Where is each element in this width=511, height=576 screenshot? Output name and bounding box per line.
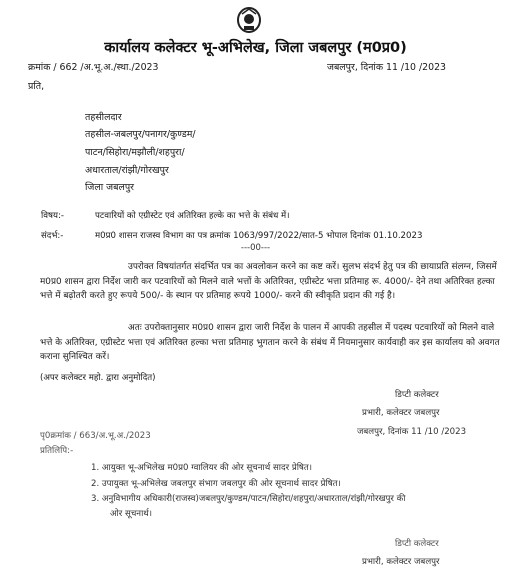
subject-label: विषय:- — [41, 211, 64, 221]
list-item: 1. आयुक्त भू-अभिलेख म0प्र0 ग्वालियर की ओर सूचनार्थ सादर प्रेषित। — [91, 463, 313, 473]
addressee-line: तहसील-जबलपुर/पनागर/कुण्डम/ — [85, 129, 196, 140]
copy-reference-number: पृ0क्रमांक / 663/अ.भू.अ./2023 — [40, 431, 151, 441]
copy-label: प्रतिलिपि:- — [40, 446, 74, 456]
signature-office: प्रभारी, कलेक्टर जबलपुर — [362, 408, 440, 418]
list-item: 2. उपायुक्त भू-अभिलेख जबलपुर संभाग जबलपुर की ओर सूचनार्थ सादर प्रेषित। — [91, 479, 341, 489]
separator: ---00--- — [240, 243, 271, 253]
signature-designation: डिप्टी कलेक्टर — [395, 390, 439, 400]
signature-date: जबलपुर, दिनांक 11 /10 /2023 — [357, 427, 467, 437]
list-item: 3. अनुविभागीय अधिकारी(राजस्व)जबलपुर/कुण्डम/पाटन/सिहोरा/शहपुरा/अधारताल/रांझी/गोरखपुर की — [91, 494, 406, 504]
signature-office: प्रभारी, कलेक्टर जबलपुर — [362, 557, 440, 567]
prati-label: प्रति, — [28, 81, 45, 92]
approval-note: (अपर कलेक्टर महो. द्वारा अनुमोदित) — [40, 373, 156, 383]
subject-text: पटवारियों को एग्रीस्टेट एवं अतिरिक्त हल्के का भत्ते के संबंध में। — [95, 211, 290, 221]
list-item: ओर सूचनार्थ। — [110, 509, 153, 519]
letter-date: जबलपुर, दिनांक 11 /10 /2023 — [327, 62, 446, 73]
body-paragraph-1: उपरोक्त विषयांतर्गत संदर्भित पत्र का अवलोकन करने का कष्ट करें। सुलभ संदर्भ हेतु पत्र की छायाप्रति संलग्न, जिसमें म0प्र0 शासन द्वारा निर्देश जारी कर पटवारियों को मिलने वाले भत्तों के अतिरिक्त, एग्रीस्टेट भत्ता प्रतिमाह रू. 4000/- देने तथा अतिरिक्त हल्का भत्ते में बढ़ोतरी करते हुए रूपये 500/- के स्थान पर प्रतिमाह रूपये 1000/- करने की स्वीकृति प्रदान की गई है। — [40, 262, 497, 302]
reference-text: म0प्र0 शासन राजस्व विभाग का पत्र क्रमांक 1063/997/2022/सात-5 भोपाल दिनांक 01.10.2023 — [95, 231, 423, 241]
reference-label: संदर्भ:- — [41, 231, 64, 241]
reference-number: क्रमांक / 662 /अ.भू.अ./स्था./2023 — [28, 62, 159, 73]
addressee-line: अधारताल/रांझी/गोरखपुर — [85, 165, 169, 176]
office-title: कार्यालय कलेक्टर भू-अभिलेख, जिला जबलपुर (म0प्र0) — [104, 40, 407, 56]
government-emblem-icon — [236, 6, 262, 36]
addressee-line: पाटन/सिहोरा/मझौली/शहपुरा/ — [85, 147, 185, 158]
body-paragraph-2: अतः उपरोक्तानुसार म0प्र0 शासन द्वारा जारी निर्देश के पालन में आपकी तहसील में पदस्थ पटवारियों को मिलने वाले भत्ते के अतिरिक्त, एग्रीस्टेट भत्ता एवं अतिरिक्त हल्का भत्ता प्रतिमाह भुगतान करने के संबंध में नियमानुसार कार्यवाही कर इस कार्यालय को अवगत कराना सुनिश्चित करें। — [40, 323, 500, 363]
addressee-line: जिला जबलपुर — [85, 182, 134, 193]
addressee-line: तहसीलदार — [85, 112, 122, 123]
signature-designation: डिप्टी कलेक्टर — [395, 539, 439, 549]
